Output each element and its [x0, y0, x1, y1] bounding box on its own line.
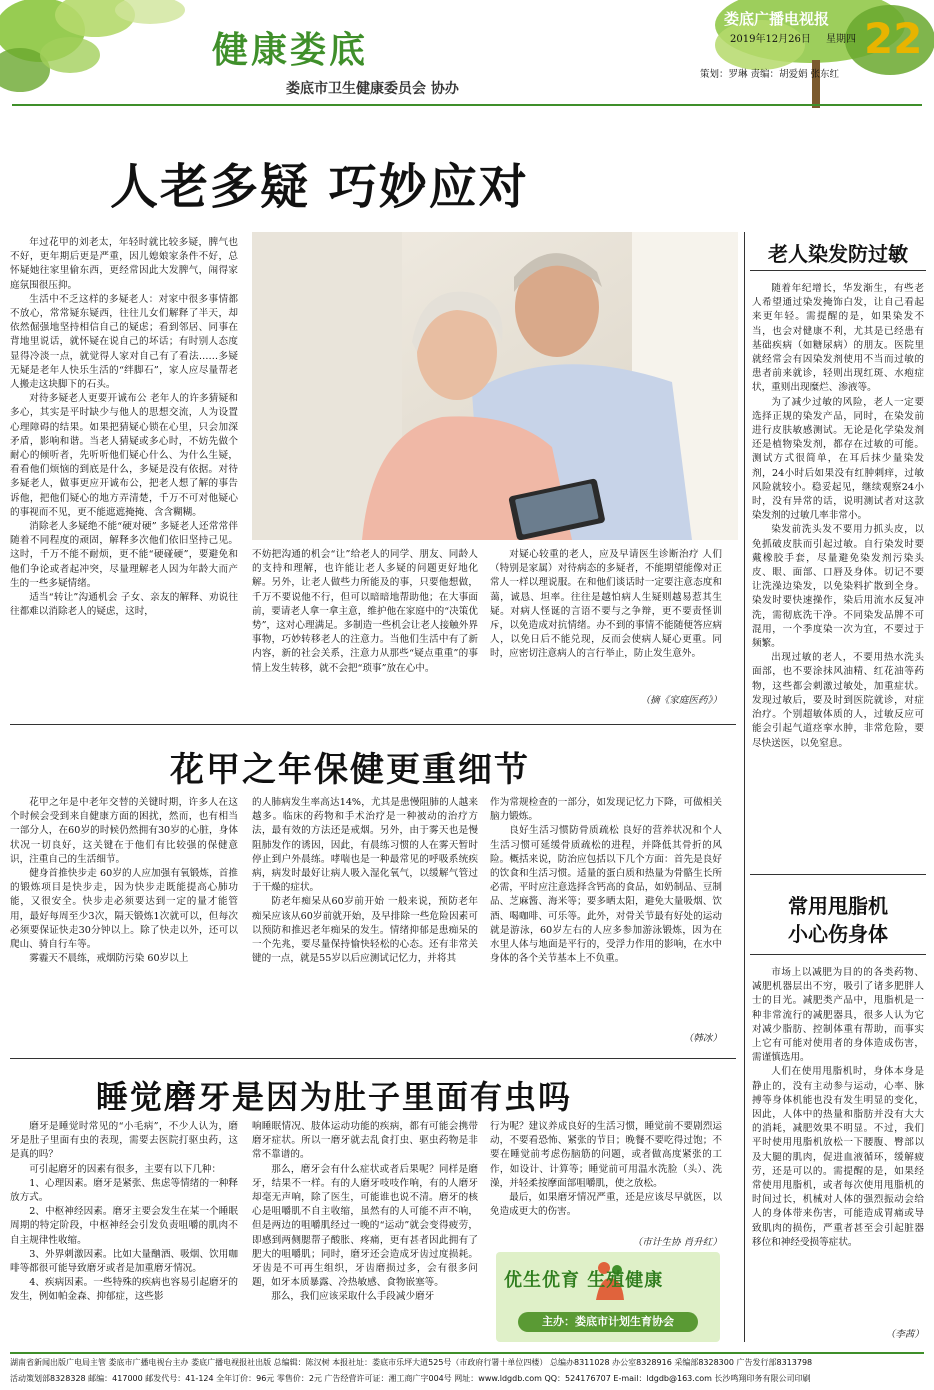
paragraph: 那么，磨牙会有什么症状或者后果呢？同样是磨牙，结果不一样。有的人磨牙吱吱作响，有的人磨牙却毫无声响，除了医生，可能谁也说不清。磨牙的核心是咀嚼肌不自主收缩，虽然有的人可能不声不响，但是两边的咀嚼肌经过一晚的“运动”就会变得疲劳，即感到两侧腮帮子酸胀、疼痛，更有甚者因此拥有了肥大的咀嚼肌；同时，磨牙还会造成牙齿过度损耗。牙齿是不可再生组织，牙齿磨损过多，会有很多问题，如牙本质暴露、冷热敏感、食物嵌塞等。	[252, 1163, 478, 1289]
paragraph: 对待多疑老人更要开诚布公 老年人的许多猜疑和多心，其实是平时缺少与他人的思想交流，人为设置心理障碍的结果。如果把猜疑心锁在心里，只会加深矛盾，影响和谐。当老人猜疑或多心时，不妨先做个耐心的倾听者，先听听他们疑心什么、为什么生疑，看看他们烦恼的到底是什么，多疑是没有依据。对待多疑老人，做事更应开诚布公，把老人想了解的事告诉他，把他们疑心的地方弄清楚，千万不可对他疑心的事视而不见，更不能遮遮掩掩、含含糊糊。	[10, 393, 238, 518]
page-number: 22	[864, 14, 923, 63]
paragraph: 磨牙是睡觉时常见的“小毛病”，不少人认为，磨牙是肚子里面有虫的表现，需要去医院打驱虫药，这是真的吗？	[10, 1121, 238, 1161]
footer-line2: 活动策划部8328328 邮编：417000 邮发代号：41-124 全年订价：96元 零售价：2元 广告经营许可证：湘工商广字004号 网址：www.ldgdb.com QQ：524176707 E-mail：ldgdb@163.com 长沙鸣翔印务有限公司印刷	[10, 1374, 811, 1383]
paragraph: 作为常规检查的一部分，如发现记忆力下降，可做相关脑力锻炼。	[490, 797, 722, 823]
article2-col1	[10, 796, 238, 1046]
article3-col3	[490, 1120, 722, 1232]
paragraph: 市场上以减肥为目的的各类药物、减肥机器层出不穷，吸引了诸多肥胖人士的目光。减肥类产品中，甩脂机是一种非常流行的减肥器具，很多人认为它对减少脂肪、控制体重有帮助，而事实上它有可能对使用者的身体造成伤害，需谨慎选用。	[752, 967, 924, 1064]
banner-main-text: 优生优育 生殖健康	[504, 1270, 664, 1291]
paragraph: 良好生活习惯防骨质疏松 良好的营养状况和个人生活习惯可延缓骨质疏松的进程，并降低其骨折的风险。概括来说，防治应包括以下几个方面：首先是良好的饮食和生活习惯。适量的蛋白质和热量为骨骼生长所必需，平时应注意选择含钙高的食品，如奶制品、豆制品、芝麻酱、海米等；要多晒太阳，避免大量吸烟、饮酒、喝咖啡、可乐等。此外，对骨关节最有好处的运动就是游泳，60岁左右的人应多参加游泳锻炼，因为在水里人体与地面是平行的，受浮力作用的影响，在水中身体的各个关节基本上不负重。	[490, 825, 722, 965]
article3-col1	[10, 1120, 238, 1348]
article2-top-rule	[10, 724, 736, 725]
paragraph: 最后，如果磨牙情况严重，还是应该尽早就医，以免造成更大的伤害。	[490, 1192, 722, 1218]
staff-credits: 策划：罗琳 责编：胡爱娟 张东红	[700, 69, 840, 80]
sidebar2-title-line1: 常用甩脂机	[788, 894, 888, 918]
paragraph: 为了减少过敏的风险，老人一定要选择正规的染发产品，同时，在染发前进行皮肤敏感测试。无论是化学染发剂还是植物染发剂，都存在过敏的可能。测试方式很简单，在耳后抹少量染发剂，24小时后如果没有红肿刺痒，过敏风险就较小。稳妥起见，继续观察24小时，没有异常的话，说明测试者对这款染发剂的过敏几率非常小。	[752, 396, 924, 522]
paragraph: 防老年痴呆从60岁前开始 一般来说，预防老年痴呆应该从60岁前就开始，及早排除一些危险因素可以预防和推迟老年痴呆的发生。情绪抑郁是患痴呆的一个先兆，要尽量保持愉快轻松的心态。还有非常关键的一点，就是55岁以后应测试记忆力，并将其	[252, 896, 478, 965]
article3-col2	[252, 1120, 478, 1348]
leaf-decoration-left	[0, 0, 210, 100]
article1-col1	[10, 236, 238, 706]
paragraph: 4、疾病因素。一些特殊的疾病也容易引起磨牙的发生，例如帕金森、抑郁症，这些影	[10, 1277, 238, 1303]
weekday: 星期四	[826, 34, 856, 45]
paragraph: 适当“转让”沟通机会 子女、亲友的解释、劝说往往都难以消除老人的疑虑，这时，	[10, 592, 238, 618]
sidebar1-title-rule	[750, 270, 926, 271]
masthead	[0, 0, 934, 108]
paragraph: 那么，我们应该采取什么手段减少磨牙	[271, 1291, 435, 1303]
paragraph: 人们在使用甩脂机时，身体本身是静止的，没有主动参与运动，心率、脉搏等身体机能也没有发生明显的变化，因此，人体中的热量和脂肪并没有大大的消耗，减肥效果不明显。不过，我们平时使用甩脂机放松一下腰腹、臀部以及大腿的肌肉，促进血液循环，缓解疲劳，还是可以的。需提醒的是，如果经常使用甩脂机，或者每次使用甩脂机的时间过长，机械对人体的强烈振动会给人的身体带来伤害，可能造成胃痛或导致肌肉的损伤，严重者甚至会引起脏器移位和神经受损等症状。	[752, 1066, 924, 1248]
sidebar2-title-rule	[750, 954, 926, 955]
sidebar2-body	[752, 966, 924, 1340]
article1-credit: （摘《家庭医药》）	[640, 695, 722, 706]
paragraph: 响睡眠情况、肢体运动功能的疾病，都有可能会携带磨牙症状。所以一磨牙就去乱食打虫、驱虫药物是非常不靠谱的。	[252, 1121, 478, 1161]
footer-line1: 湖南省新闻出版广电局主管 娄底市广播电视台主办 娄底广播电视报社出版 总编辑：陈汉树 本报社址：娄底市乐坪大道525号（市政府行署十单位四楼） 总编办8311028 办公室8328916 采编部8328300 广告发行部8313798	[10, 1358, 813, 1367]
paragraph: 不妨把沟通的机会“让”给老人的同学、朋友、同龄人的支持和理解，也许能让老人多疑的问题更好地化解。另外，让老人做些力所能及的事，只要他想做，千万不要说他不行，但可以暗暗地帮助他；在大事面前，要请老人拿一拿主意，维护他在家庭中的“决策优势”，这对心理满足。多制造一些机会让老人接触外界事物，巧妙转移老人的注意力。当他们生活中有了新内容，新的社会关系，注意力从那些“疑点重重”的事情上发生转移，就不会把“琐事”放在心中。	[252, 549, 478, 674]
masthead-rule	[12, 104, 922, 106]
paragraph: 3、外界刺激因素。比如大量酗酒、吸烟、饮用咖啡等都很可能导致磨牙或者是加重磨牙情况。	[10, 1248, 238, 1275]
paragraph: 染发前洗头发不要用力抓头皮，以免抓破皮肤而引起过敏。自行染发时要戴橡胶手套，尽量避免染发剂污染头皮、眼、面部、口唇及身体。切记不要让洗澡边染发，以免染料扩散到全身。染发时要快速操作，染后用流水反复冲洗，需彻底洗干净。不同染发品牌不可混用，一个季度染一次为宜，不要过于频繁。	[752, 524, 924, 650]
paragraph: 消除老人多疑绝不能“硬对硬” 多疑老人还常常伴随着不同程度的顽固，解释多次他们依旧坚持己见。这时，千万不能不耐烦，更不能“硬碰硬”，要避免和他们争论或者起冲突，尽量理解老人因为年龄大而产生的一些多疑情绪。	[10, 521, 238, 589]
article3-credit: （市计生协 肖升红）	[632, 1237, 722, 1248]
family-planning-banner	[496, 1252, 720, 1342]
section-title: 健康娄底	[212, 30, 369, 71]
article2-col3	[490, 796, 722, 1030]
paragraph: 年过花甲的刘老太，年轻时就比较多疑，脾气也不好，更年期后更是严重，因儿媳娘家条件不好，总怀疑她往家里偷东西，更经常因此大发脾气，闹得家庭氛围很压抑。	[10, 237, 238, 291]
paragraph: 行为呢？建议养成良好的生活习惯，睡觉前不要剧烈运动，不要看恐怖、紧张的节目；晚餐不要吃得过饱；不要在睡觉前考虑伤脑筋的问题，或者做高度紧张的工作，如设计、计算等；睡觉前可用温水洗脸（头）、洗澡，并轻柔按摩面部咀嚼肌，使之放松。	[490, 1121, 722, 1189]
paper-name: 娄底广播电视报	[724, 10, 830, 28]
paragraph: 随着年纪增长，华发渐生，有些老人希望通过染发掩饰白发，让自己看起来更年轻。需提醒的是，如果染发不当，也会对健康不利，尤其是已经患有基础疾病（如糖尿病）的朋友。医院里就经常会有因染发剂使用不当而过敏的患者前来就诊，轻则出现红斑、水疱症状，重则出现糜烂、渗液等。	[752, 283, 924, 394]
paragraph: 健身首推快步走 60岁的人应加强有氧锻炼，首推的锻炼项目是快步走，因为快步走既能提高心肺功能，又很安全。快步走必须要达到一定的量才能管用，最好每周至少3次，隔天锻炼1次就可以，但每次必须要保证快走30分钟以上。除了快走以外，还可以爬山、骑自行车等。	[10, 868, 238, 951]
sidebar-divider	[744, 232, 745, 1342]
paragraph: 2、中枢神经因素。磨牙主要会发生在某一个睡眠周期的特定阶段，中枢神经会引发负责咀嚼的肌肉不自主规律性收缩。	[10, 1206, 238, 1246]
article2-headline: 花甲之年保健更重细节	[170, 750, 530, 790]
paragraph: 生活中不乏这样的多疑老人：对家中很多事情都不放心，常常疑东疑西，往往儿女们解释了半天，却依然倔强地坚持相信自己的疑虑；看到邻居、同事在背地里说话，就怀疑在说自己的坏话；有时别人态度显得冷淡一点，就觉得人家对自己有了看法……多疑无疑是老年人快乐生活的“绊脚石”，家人应尽量帮老人搬走这块脚下的石头。	[10, 293, 238, 391]
sidebar1-title: 老人染发防过敏	[768, 242, 908, 266]
paragraph: 雾霾天不晨练，戒烟防污染 60岁以上	[29, 953, 189, 965]
article1-col2	[252, 548, 478, 708]
sidebar1-body	[752, 282, 924, 858]
issue-date: 2019年12月26日	[730, 34, 811, 45]
paragraph: 可引起磨牙的因素有很多，主要有以下几种：	[29, 1163, 222, 1175]
article2-col2	[252, 796, 478, 1046]
cosponsor: 娄底市卫生健康委员会 协办	[286, 81, 459, 97]
paragraph: 对疑心较重的老人，应及早请医生诊断治疗 人们（特别是家属）对待病态的多疑者，不能期望能像对正常人一样以理说服。在和他们谈话时一定要注意态度和蔼，诚恳、坦率。往往是越怕病人生疑则越易惹其生疑。对病人怪诞的言语不要与之争辩，更不要责怪训斥，以免造成对抗情绪。办不到的事情不能随便答应病人，以免日后不能兑现，反而会使病人疑心更重。同时，应密切注意病人的言行举止，防止发生意外。	[490, 549, 722, 660]
sidebar2-title-line2: 小心伤身体	[788, 922, 888, 946]
sidebar2-top-rule	[750, 874, 926, 875]
article3-headline: 睡觉磨牙是因为肚子里面有虫吗	[96, 1078, 573, 1116]
sidebar2-credit: （李茜）	[885, 1329, 924, 1340]
paragraph: 的人肺病发生率高达14%，尤其是患慢阻肺的人越来越多。临床的药物和手术治疗是一种被动的治疗方法，最有效的方法还是戒烟。另外，由于雾天也是慢阻肺发作的诱因，因此，有晨练习惯的人在雾天暂时停止到户外晨练。哮喘也是一种最常见的呼吸系统疾病，病发时最好让病人吸入湿化氧气，以缓解气管过于干燥的症状。	[252, 797, 478, 894]
paragraph: 1、心理因素。磨牙是紧张、焦虑等情绪的一种释放方式。	[10, 1177, 238, 1204]
article1-col3	[490, 548, 722, 696]
article2-credit: （韩冰）	[683, 1033, 722, 1044]
footer-rule	[10, 1352, 924, 1354]
article3-top-rule	[10, 1058, 736, 1059]
paragraph: 花甲之年是中老年交替的关键时期，许多人在这个时候会受到来自健康方面的困扰，然而，也有相当一部分人，在60岁的时候仍然拥有30岁的心脏，身体状况一切良好，这关键在于他们有比较强的保健意识，注重自己的生活细节。	[10, 797, 238, 865]
article1-headline: 人老多疑 巧妙应对	[110, 159, 529, 215]
paragraph: 出现过敏的老人，不要用热水洗头面部，也不要涂抹风油精、红花油等药物，这些都会刺激过敏处，加重症状。发现过敏后，要及时到医院就诊，对症治疗。个别超敏体质的人，过敏反应可能会引起气道痉挛水肿，非常危险，要尽快送医，以免窒息。	[752, 652, 924, 749]
elderly-couple-photo	[252, 232, 738, 540]
banner-sub-text: 主办：娄底市计划生育协会	[518, 1312, 698, 1332]
